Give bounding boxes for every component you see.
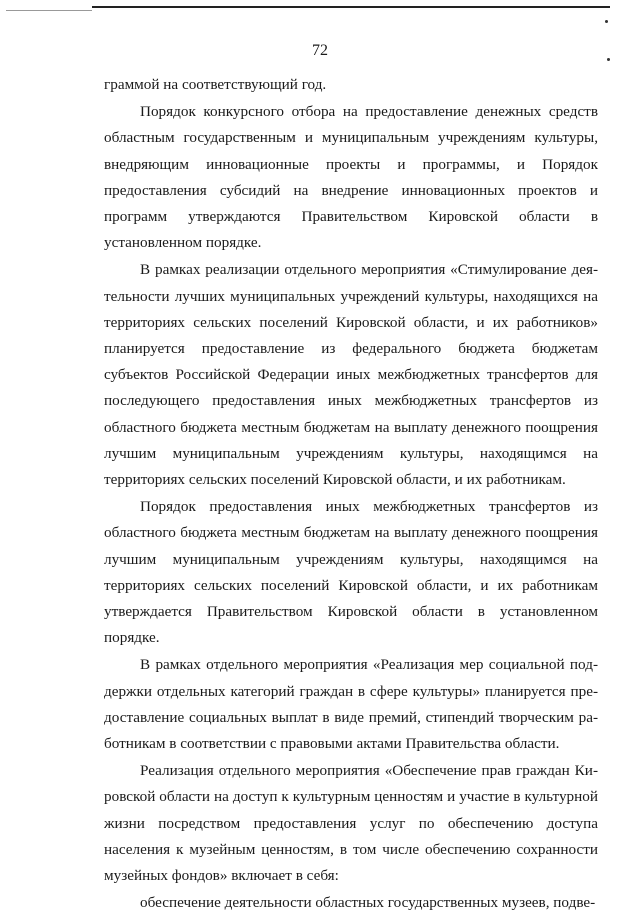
scan-top-border [92,6,610,8]
scan-artifact-dot [605,20,608,23]
paragraph: Порядок конкурсного отбора на предоставление денежных средств областным государственным и муниципальным учреждениям культуры, внедряющим инновационные проекты и программы, и Порядок предоставления субсидий на внедрение инновационных проектов и программ утверждаются Правительством Кировской области в установленном порядке. [104,103,598,252]
scan-edge-line [6,10,92,11]
page-number: 72 [312,42,328,59]
paragraph: Реализация отдельного мероприятия «Обеспечение прав граждан Кировской области на доступ к культурным ценностям и участие в культурной жизни посредством предоставления услуг по обеспечению доступа населения к музейным ценностям, в том числе обеспечению сохранности музейных фондов» включает в себя: [104,762,598,885]
paragraph: Порядок предоставления иных межбюджетных трансфертов из областного бюджета местным бюджетам на выплату денежного поощрения лучшим муниципальным учреждениям культуры, находящимся на территориях сельских поселений Кировской области, и их работникам утверждается Правительством Кировской области в установленном порядке. [104,498,598,647]
paragraph: В рамках реализации отдельного мероприятия «Стимулирование деятельности лучших муниципальных учреждений культуры, находящихся на территориях сельских поселений Кировской области, и их работников» планируется предоставление из федерального бюджета бюджетам субъектов Российской Федерации иных межбюджетных трансфертов для последующего предоставления иных межбюджетных трансфертов из областного бюджета местным бюджетам на выплату денежного поощрения лучшим муниципальным учреждениям культуры, находящимся на территориях сельских поселений Кировской области, и их работникам. [104,261,598,489]
document-body [104,72,598,917]
paragraph-continuation: граммой на соответствующий год. [104,76,327,93]
paragraph: В рамках отдельного мероприятия «Реализация мер социальной поддержки отдельных категорий граждан в сфере культуры» планируется предоставление социальных выплат в виде премий, стипендий творческим работникам в соответствии с правовыми актами Правительства области. [104,656,598,753]
paragraph: обеспечение деятельности областных государственных музеев, подве- [140,894,596,912]
